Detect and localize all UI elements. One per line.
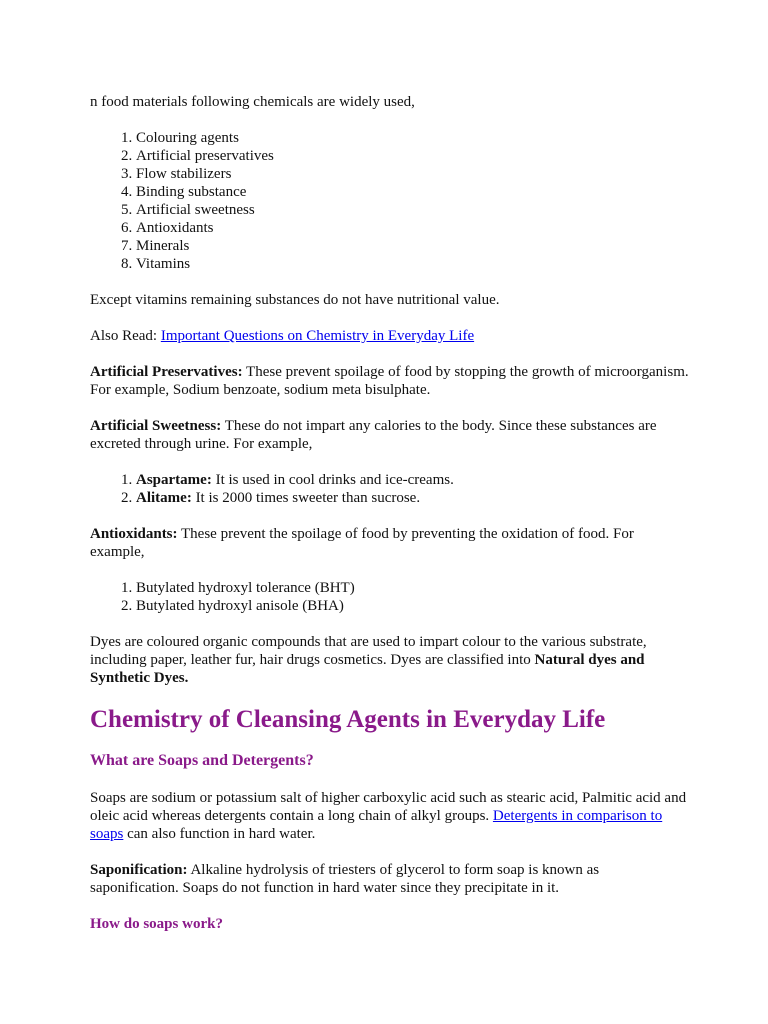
soaps-suffix: can also function in hard water. [123, 826, 316, 842]
sweetener-text: It is 2000 times sweeter than sucrose. [191, 490, 421, 506]
list-item: 1. Butylated hydroxyl tolerance (BHT) [136, 579, 690, 597]
sweetener-term: Alitame: [136, 490, 192, 506]
soaps-text: Soaps are sodium or potassium salt of higher carboxylic acid such as stearic acid, Palmitic acid and oleic acid whereas detergents contain a long chain of alkyl groups. [90, 790, 687, 824]
saponification-term: Saponification: [90, 862, 188, 878]
dyes-classes: Natural dyes and Synthetic Dyes. [90, 652, 645, 686]
nutrition-note: Except vitamins remaining substances do not have nutritional value. [90, 292, 500, 308]
preservatives-paragraph [90, 363, 690, 399]
article-body [90, 93, 690, 933]
list-item: 2. Artificial preservatives [136, 147, 690, 165]
also-read-prefix: Also Read: [90, 328, 161, 344]
list-item: 6. Antioxidants [136, 219, 690, 237]
dyes-paragraph [90, 633, 690, 687]
antioxidants-term: Antioxidants: [90, 526, 178, 542]
also-read [90, 327, 690, 345]
sweetness-term: Artificial Sweetness: [90, 418, 222, 434]
antioxidants-list [90, 579, 690, 615]
sweetness-text: These do not impart any calories to the body. Since these substances are excreted through urine. For example, [90, 418, 657, 452]
sweetener-term: Aspartame: [136, 472, 212, 488]
antioxidants-paragraph [90, 525, 690, 561]
chemicals-list [90, 129, 690, 273]
list-item: 5. Artificial sweetness [136, 201, 690, 219]
sweetness-paragraph [90, 417, 690, 453]
list-item: 4. Binding substance [136, 183, 690, 201]
list-item: 3. Flow stabilizers [136, 165, 690, 183]
detergents-comparison-link[interactable]: Detergents in comparison to soaps [90, 808, 663, 842]
list-item [136, 471, 690, 489]
preservatives-term: Artificial Preservatives: [90, 364, 243, 380]
how-soaps-work-heading: How do soaps work? [90, 916, 223, 932]
cleansing-agents-heading: Chemistry of Cleansing Agents in Everyday Life [90, 706, 606, 733]
list-item: 1. Colouring agents [136, 129, 690, 147]
list-item: 8. Vitamins [136, 255, 690, 273]
list-item: 2. Butylated hydroxyl anisole (BHA) [136, 597, 690, 615]
dyes-text: Dyes are coloured organic compounds that are used to impart colour to the various substrate, including paper, leather fur, hair drugs cosmetics. Dyes are classified into [90, 634, 647, 668]
saponification-paragraph [90, 861, 690, 897]
sweetener-text: It is used in cool drinks and ice-creams. [211, 472, 454, 488]
saponification-text: Alkaline hydrolysis of triesters of glycerol to form soap is known as saponification. Soaps do not function in hard water since they precipitate in it. [90, 862, 600, 896]
also-read-link[interactable]: Important Questions on Chemistry in Everyday Life [160, 328, 475, 344]
sweeteners-list [90, 471, 690, 507]
soaps-detergents-heading: What are Soaps and Detergents? [90, 752, 314, 769]
list-item [136, 489, 690, 507]
intro-paragraph: n food materials following chemicals are widely used, [90, 94, 415, 110]
antioxidants-text: These prevent the spoilage of food by preventing the oxidation of food. For example, [90, 526, 634, 560]
preservatives-text: These prevent spoilage of food by stopping the growth of microorganism. For example, Sodium benzoate, sodium meta bisulphate. [90, 364, 689, 398]
soaps-paragraph [90, 789, 690, 843]
list-item: 7. Minerals [136, 237, 690, 255]
